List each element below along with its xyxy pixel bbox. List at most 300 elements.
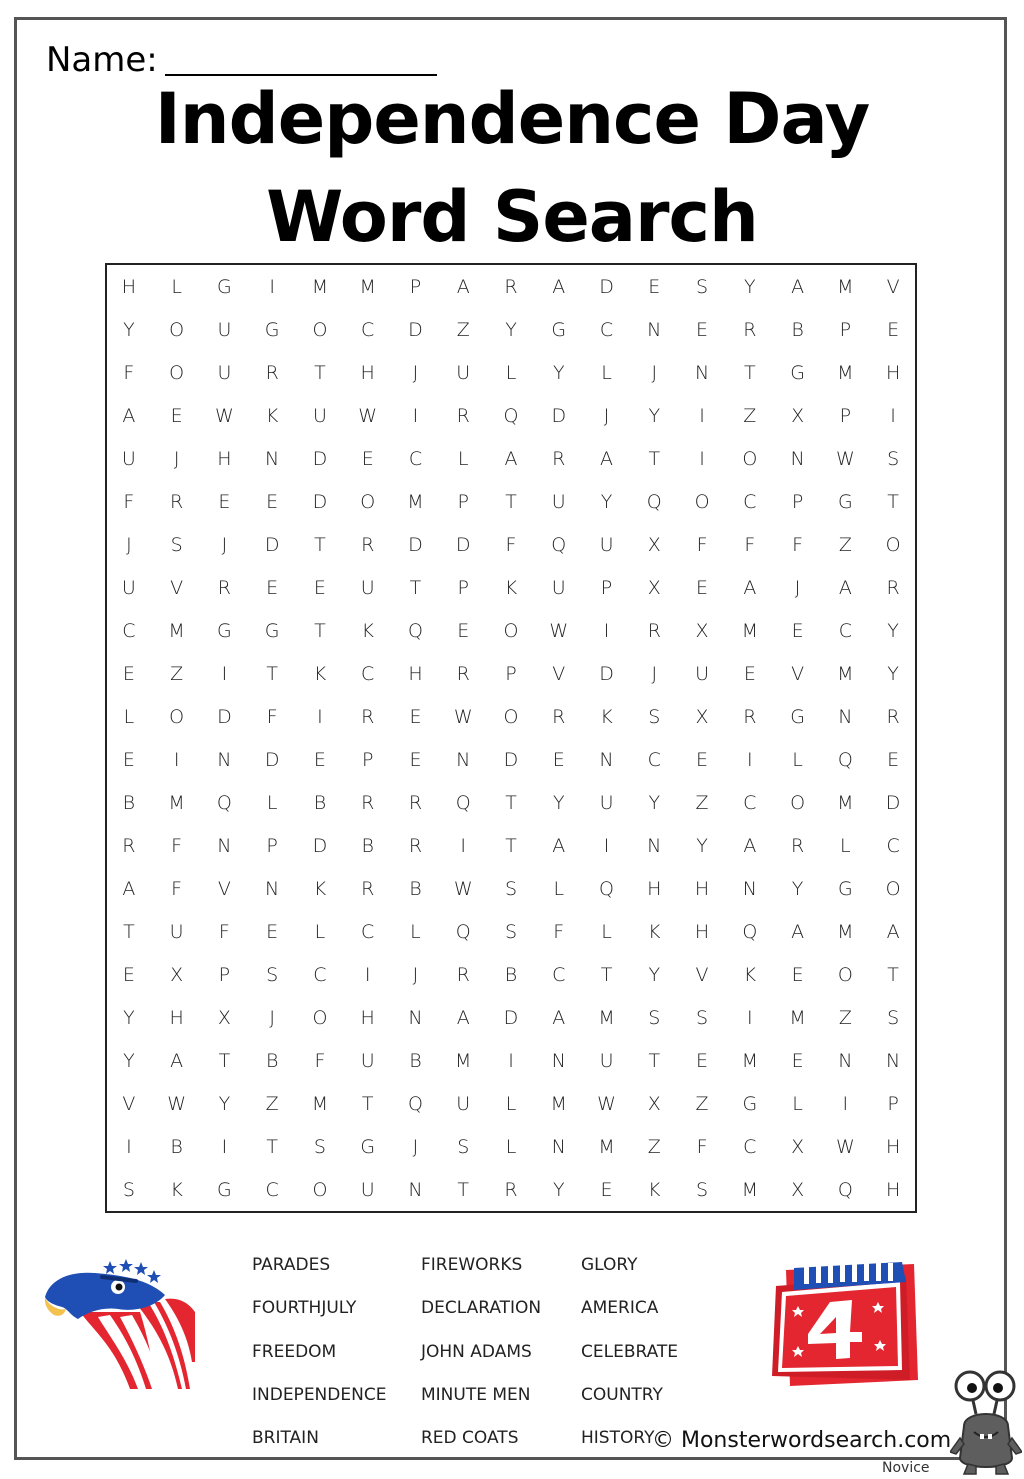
grid-cell[interactable]: N [742, 877, 757, 900]
grid-cell[interactable]: A [838, 576, 852, 599]
grid-cell[interactable]: L [601, 920, 612, 943]
grid-cell[interactable]: F [171, 877, 183, 900]
grid-cell[interactable]: Q [837, 1178, 853, 1201]
grid-cell[interactable]: N [647, 834, 662, 857]
grid-cell[interactable]: R [361, 533, 375, 556]
grid-cell[interactable]: K [170, 1178, 183, 1201]
grid-cell[interactable]: O [312, 1178, 328, 1201]
grid-cell[interactable]: I [221, 1135, 228, 1158]
grid-cell[interactable]: N [265, 877, 280, 900]
grid-cell[interactable]: N [838, 705, 853, 728]
grid-cell[interactable]: D [885, 791, 901, 814]
grid-cell[interactable]: I [269, 275, 275, 298]
grid-cell[interactable]: A [122, 877, 136, 900]
grid-cell[interactable]: E [266, 490, 279, 513]
grid-cell[interactable]: D [264, 748, 280, 771]
grid-cell[interactable]: E [313, 576, 326, 599]
grid-cell[interactable]: C [743, 1135, 757, 1158]
grid-cell[interactable]: E [696, 576, 709, 599]
grid-cell[interactable]: L [792, 1092, 803, 1115]
grid-cell[interactable]: U [121, 447, 136, 470]
grid-cell[interactable]: I [603, 834, 610, 857]
grid-cell[interactable]: X [647, 533, 661, 556]
grid-cell[interactable]: W [597, 1092, 616, 1115]
grid-cell[interactable]: P [457, 490, 469, 513]
grid-cell[interactable]: A [552, 275, 566, 298]
grid-cell[interactable]: E [648, 275, 661, 298]
grid-cell[interactable]: T [648, 1049, 661, 1072]
grid-cell[interactable]: L [840, 834, 851, 857]
grid-cell[interactable]: S [696, 275, 709, 298]
grid-cell[interactable]: T [505, 490, 517, 513]
grid-cell[interactable]: I [747, 748, 753, 771]
grid-cell[interactable]: G [837, 877, 853, 900]
grid-cell[interactable]: M [168, 791, 185, 814]
grid-cell[interactable]: E [696, 1049, 709, 1072]
grid-cell[interactable]: Z [170, 662, 184, 685]
grid-cell[interactable]: O [312, 318, 328, 341]
grid-cell[interactable]: M [837, 920, 854, 943]
grid-cell[interactable]: M [455, 1049, 472, 1072]
grid-cell[interactable]: D [264, 533, 280, 556]
grid-cell[interactable]: Q [407, 1092, 423, 1115]
grid-cell[interactable]: A [743, 576, 757, 599]
grid-cell[interactable]: U [360, 1049, 375, 1072]
grid-cell[interactable]: I [890, 404, 896, 427]
grid-cell[interactable]: E [887, 318, 900, 341]
grid-cell[interactable]: C [838, 619, 852, 642]
grid-cell[interactable]: V [791, 662, 805, 685]
grid-cell[interactable]: I [508, 1049, 514, 1072]
grid-cell[interactable]: S [457, 1135, 470, 1158]
grid-cell[interactable]: Q [455, 920, 471, 943]
grid-cell[interactable]: O [360, 490, 376, 513]
grid-cell[interactable]: S [122, 1178, 135, 1201]
grid-cell[interactable]: R [504, 1178, 518, 1201]
grid-cell[interactable]: E [122, 963, 135, 986]
grid-cell[interactable]: C [313, 963, 327, 986]
grid-cell[interactable]: Q [742, 920, 758, 943]
grid-cell[interactable]: C [743, 791, 757, 814]
grid-cell[interactable]: J [412, 1135, 419, 1158]
grid-cell[interactable]: Y [123, 1049, 135, 1072]
grid-cell[interactable]: T [123, 920, 135, 943]
grid-cell[interactable]: J [651, 662, 658, 685]
grid-cell[interactable]: S [648, 1006, 661, 1029]
grid-cell[interactable]: P [839, 318, 852, 341]
grid-cell[interactable]: C [122, 619, 136, 642]
grid-cell[interactable]: Y [552, 361, 565, 384]
grid-cell[interactable]: W [549, 619, 569, 642]
grid-cell[interactable]: U [599, 1049, 614, 1072]
grid-cell[interactable]: A [504, 447, 518, 470]
grid-cell[interactable]: T [314, 619, 326, 642]
grid-cell[interactable]: Q [599, 877, 614, 900]
grid-cell[interactable]: E [170, 404, 183, 427]
grid-cell[interactable]: Y [696, 834, 708, 857]
grid-cell[interactable]: X [217, 1006, 231, 1029]
grid-cell[interactable]: V [552, 662, 566, 685]
grid-cell[interactable]: R [456, 963, 470, 986]
grid-cell[interactable]: H [694, 920, 710, 943]
grid-cell[interactable]: D [551, 404, 567, 427]
grid-cell[interactable]: T [887, 963, 899, 986]
grid-cell[interactable]: N [217, 834, 232, 857]
grid-cell[interactable]: Z [838, 1006, 852, 1029]
grid-cell[interactable]: Y [744, 275, 756, 298]
grid-cell[interactable]: E [791, 963, 804, 986]
grid-cell[interactable]: G [742, 1092, 758, 1115]
grid-cell[interactable]: F [696, 1135, 708, 1158]
grid-cell[interactable]: L [123, 705, 135, 728]
grid-cell[interactable]: F [266, 705, 278, 728]
grid-cell[interactable]: F [314, 1049, 326, 1072]
grid-cell[interactable]: C [361, 662, 375, 685]
grid-cell[interactable]: K [313, 662, 327, 685]
grid-cell[interactable]: Z [695, 1092, 709, 1115]
grid-cell[interactable]: X [791, 404, 805, 427]
grid-cell[interactable]: O [169, 705, 185, 728]
grid-cell[interactable]: M [837, 791, 854, 814]
grid-cell[interactable]: W [453, 877, 473, 900]
grid-cell[interactable]: P [361, 748, 374, 771]
grid-cell[interactable]: J [173, 447, 180, 470]
grid-cell[interactable]: Y [123, 318, 135, 341]
grid-cell[interactable]: Y [600, 490, 613, 513]
grid-cell[interactable]: U [599, 533, 614, 556]
grid-cell[interactable]: Y [791, 877, 804, 900]
grid-cell[interactable]: E [218, 490, 231, 513]
grid-cell[interactable]: T [505, 791, 517, 814]
grid-cell[interactable]: M [311, 1092, 329, 1115]
grid-cell[interactable]: U [456, 361, 471, 384]
grid-cell[interactable]: M [407, 490, 424, 513]
grid-cell[interactable]: W [215, 404, 234, 427]
grid-cell[interactable]: J [412, 963, 419, 986]
grid-cell[interactable]: D [503, 1006, 519, 1029]
grid-cell[interactable]: X [170, 963, 184, 986]
grid-cell[interactable]: L [553, 877, 565, 900]
grid-cell[interactable]: A [552, 1006, 566, 1029]
grid-cell[interactable]: H [885, 1178, 901, 1201]
grid-cell[interactable]: B [409, 877, 422, 900]
grid-cell[interactable]: P [218, 963, 231, 986]
grid-cell[interactable]: P [457, 576, 469, 599]
grid-cell[interactable]: F [171, 834, 183, 857]
grid-cell[interactable]: R [456, 404, 470, 427]
grid-cell[interactable]: U [217, 318, 232, 341]
grid-cell[interactable]: J [269, 1006, 275, 1029]
grid-cell[interactable]: U [360, 1178, 375, 1201]
grid-cell[interactable]: B [313, 791, 327, 814]
grid-cell[interactable]: T [648, 447, 661, 470]
grid-cell[interactable]: W [835, 1135, 855, 1158]
grid-cell[interactable]: F [505, 533, 517, 556]
grid-cell[interactable]: D [599, 662, 614, 685]
grid-cell[interactable]: X [791, 1178, 805, 1201]
grid-cell[interactable]: N [408, 1006, 423, 1029]
grid-cell[interactable]: R [743, 318, 757, 341]
grid-cell[interactable]: S [887, 447, 900, 470]
grid-cell[interactable]: X [791, 1135, 805, 1158]
grid-cell[interactable]: K [600, 705, 613, 728]
grid-cell[interactable]: F [792, 533, 804, 556]
grid-cell[interactable]: M [598, 1135, 615, 1158]
grid-cell[interactable]: A [791, 275, 805, 298]
grid-cell[interactable]: H [885, 1135, 901, 1158]
grid-cell[interactable]: K [648, 920, 661, 943]
grid-cell[interactable]: C [408, 447, 423, 470]
grid-cell[interactable]: C [599, 318, 614, 341]
grid-cell[interactable]: N [551, 1049, 566, 1072]
grid-cell[interactable]: N [408, 1178, 423, 1201]
grid-cell[interactable]: B [170, 1135, 183, 1158]
grid-cell[interactable]: R [361, 791, 375, 814]
grid-cell[interactable]: Y [218, 1092, 231, 1115]
grid-cell[interactable]: A [122, 404, 136, 427]
grid-cell[interactable]: W [358, 404, 378, 427]
grid-cell[interactable]: T [600, 963, 613, 986]
grid-cell[interactable]: F [123, 361, 135, 384]
grid-cell[interactable]: W [835, 447, 855, 470]
grid-cell[interactable]: O [885, 877, 901, 900]
grid-cell[interactable]: Z [265, 1092, 279, 1115]
grid-cell[interactable]: W [453, 705, 473, 728]
grid-cell[interactable]: E [457, 619, 470, 642]
grid-cell[interactable]: I [221, 662, 228, 685]
grid-cell[interactable]: Q [646, 490, 662, 513]
grid-cell[interactable]: N [838, 1049, 853, 1072]
grid-cell[interactable]: I [460, 834, 467, 857]
grid-cell[interactable]: T [266, 662, 278, 685]
grid-cell[interactable]: N [551, 1135, 566, 1158]
grid-cell[interactable]: L [505, 361, 517, 384]
grid-cell[interactable]: O [503, 705, 519, 728]
grid-cell[interactable]: K [743, 963, 757, 986]
grid-cell[interactable]: H [885, 361, 901, 384]
grid-cell[interactable]: Y [552, 1178, 565, 1201]
grid-cell[interactable]: B [504, 963, 518, 986]
grid-cell[interactable]: R [790, 834, 805, 857]
grid-cell[interactable]: K [648, 1178, 661, 1201]
grid-cell[interactable]: E [361, 447, 374, 470]
grid-cell[interactable]: S [313, 1135, 326, 1158]
grid-cell[interactable]: Y [505, 318, 517, 341]
grid-cell[interactable]: X [695, 619, 709, 642]
grid-cell[interactable]: T [744, 361, 756, 384]
grid-cell[interactable]: G [217, 1178, 232, 1201]
grid-cell[interactable]: E [743, 662, 756, 685]
grid-cell[interactable]: R [265, 361, 279, 384]
grid-cell[interactable]: Y [648, 791, 661, 814]
grid-cell[interactable]: S [504, 877, 518, 900]
grid-cell[interactable]: R [743, 705, 757, 728]
grid-cell[interactable]: H [121, 275, 137, 298]
grid-cell[interactable]: D [408, 318, 423, 341]
grid-cell[interactable]: N [647, 318, 662, 341]
grid-cell[interactable]: G [790, 361, 805, 384]
grid-cell[interactable]: P [839, 404, 852, 427]
grid-cell[interactable]: T [314, 361, 326, 384]
grid-cell[interactable]: R [408, 834, 423, 857]
grid-cell[interactable]: V [695, 963, 709, 986]
grid-cell[interactable]: F [553, 920, 565, 943]
grid-cell[interactable]: B [265, 1049, 279, 1072]
grid-cell[interactable]: C [361, 318, 375, 341]
grid-cell[interactable]: D [455, 533, 471, 556]
grid-cell[interactable]: H [217, 447, 232, 470]
grid-cell[interactable]: D [599, 275, 614, 298]
grid-cell[interactable]: J [603, 404, 610, 427]
grid-cell[interactable]: Z [456, 318, 470, 341]
grid-cell[interactable]: U [599, 791, 614, 814]
grid-cell[interactable]: I [747, 1006, 753, 1029]
grid-cell[interactable]: F [696, 533, 708, 556]
grid-cell[interactable]: G [551, 318, 567, 341]
grid-cell[interactable]: J [794, 576, 801, 599]
grid-cell[interactable]: R [504, 275, 518, 298]
grid-cell[interactable]: A [600, 447, 614, 470]
grid-cell[interactable]: R [217, 576, 231, 599]
grid-cell[interactable]: P [266, 834, 278, 857]
grid-cell[interactable]: D [217, 705, 232, 728]
grid-cell[interactable]: C [743, 490, 757, 513]
grid-cell[interactable]: M [550, 1092, 567, 1115]
grid-cell[interactable]: Q [407, 619, 423, 642]
grid-cell[interactable]: L [171, 275, 182, 298]
grid-cell[interactable]: L [505, 1135, 517, 1158]
grid-cell[interactable]: Z [743, 404, 757, 427]
grid-cell[interactable]: Q [455, 791, 471, 814]
grid-cell[interactable]: E [552, 748, 565, 771]
grid-cell[interactable]: N [217, 748, 232, 771]
grid-cell[interactable]: G [837, 490, 853, 513]
grid-cell[interactable]: X [647, 576, 661, 599]
grid-cell[interactable]: E [313, 748, 326, 771]
grid-cell[interactable]: D [408, 533, 423, 556]
grid-cell[interactable]: P [600, 576, 613, 599]
grid-cell[interactable]: P [409, 275, 422, 298]
grid-cell[interactable]: C [265, 1178, 279, 1201]
grid-cell[interactable]: E [266, 920, 279, 943]
grid-cell[interactable]: S [887, 1006, 900, 1029]
grid-cell[interactable]: N [599, 748, 614, 771]
grid-cell[interactable]: R [361, 877, 375, 900]
grid-cell[interactable]: N [886, 1049, 901, 1072]
grid-cell[interactable]: D [312, 447, 328, 470]
grid-cell[interactable]: U [551, 576, 566, 599]
grid-cell[interactable]: L [792, 748, 803, 771]
grid-cell[interactable]: A [170, 1049, 184, 1072]
grid-cell[interactable]: F [218, 920, 230, 943]
grid-cell[interactable]: M [837, 361, 854, 384]
grid-cell[interactable]: R [886, 705, 900, 728]
grid-cell[interactable]: I [364, 963, 371, 986]
grid-cell[interactable]: N [790, 447, 805, 470]
grid-cell[interactable]: A [791, 920, 805, 943]
grid-cell[interactable]: R [122, 834, 136, 857]
grid-cell[interactable]: G [360, 1135, 376, 1158]
grid-cell[interactable]: J [412, 361, 419, 384]
grid-cell[interactable]: U [456, 1092, 471, 1115]
grid-cell[interactable]: R [647, 619, 661, 642]
grid-cell[interactable]: O [503, 619, 519, 642]
grid-cell[interactable]: X [647, 1092, 661, 1115]
grid-cell[interactable]: Y [887, 662, 899, 685]
grid-cell[interactable]: D [503, 748, 519, 771]
grid-cell[interactable]: X [695, 705, 709, 728]
grid-cell[interactable]: S [266, 963, 279, 986]
grid-cell[interactable]: K [504, 576, 518, 599]
grid-cell[interactable]: Q [551, 533, 567, 556]
grid-cell[interactable]: J [651, 361, 658, 384]
grid-cell[interactable]: I [412, 404, 419, 427]
grid-cell[interactable]: O [312, 1006, 328, 1029]
grid-cell[interactable]: Y [648, 963, 661, 986]
grid-cell[interactable]: Y [648, 404, 661, 427]
grid-cell[interactable]: O [169, 361, 185, 384]
grid-cell[interactable]: I [699, 404, 705, 427]
grid-cell[interactable]: V [217, 877, 231, 900]
grid-cell[interactable]: A [552, 834, 566, 857]
grid-cell[interactable]: R [552, 447, 566, 470]
grid-cell[interactable]: I [126, 1135, 132, 1158]
grid-cell[interactable]: E [791, 1049, 804, 1072]
grid-cell[interactable]: M [741, 619, 759, 642]
grid-cell[interactable]: C [886, 834, 900, 857]
grid-cell[interactable]: R [170, 490, 184, 513]
grid-cell[interactable]: N [456, 748, 471, 771]
grid-cell[interactable]: E [409, 748, 422, 771]
grid-cell[interactable]: Z [838, 533, 852, 556]
grid-cell[interactable]: E [266, 576, 279, 599]
grid-cell[interactable]: L [314, 920, 326, 943]
grid-cell[interactable]: G [217, 619, 232, 642]
grid-cell[interactable]: E [122, 748, 135, 771]
grid-cell[interactable]: E [600, 1178, 613, 1201]
grid-cell[interactable]: T [505, 834, 517, 857]
grid-cell[interactable]: D [312, 490, 328, 513]
grid-cell[interactable]: O [742, 447, 758, 470]
grid-cell[interactable]: V [122, 1092, 136, 1115]
grid-cell[interactable]: H [360, 1006, 375, 1029]
grid-cell[interactable]: E [122, 662, 135, 685]
grid-cell[interactable]: B [791, 318, 804, 341]
grid-cell[interactable]: I [317, 705, 323, 728]
grid-cell[interactable]: P [791, 490, 804, 513]
grid-cell[interactable]: O [885, 533, 901, 556]
grid-cell[interactable]: M [168, 619, 185, 642]
grid-cell[interactable]: O [837, 963, 853, 986]
grid-cell[interactable]: J [221, 533, 228, 556]
grid-cell[interactable]: S [170, 533, 183, 556]
grid-cell[interactable]: I [173, 748, 180, 771]
grid-cell[interactable]: M [598, 1006, 615, 1029]
grid-cell[interactable]: P [887, 1092, 899, 1115]
grid-cell[interactable]: G [264, 318, 280, 341]
grid-cell[interactable]: Z [695, 791, 709, 814]
grid-cell[interactable]: J [126, 533, 132, 556]
grid-cell[interactable]: T [361, 1092, 374, 1115]
grid-cell[interactable]: G [217, 275, 232, 298]
grid-cell[interactable]: I [603, 619, 610, 642]
grid-cell[interactable]: H [169, 1006, 184, 1029]
grid-cell[interactable]: L [505, 1092, 517, 1115]
grid-cell[interactable]: O [790, 791, 806, 814]
grid-cell[interactable]: S [504, 920, 518, 943]
grid-cell[interactable]: H [694, 877, 710, 900]
grid-cell[interactable]: F [744, 533, 756, 556]
